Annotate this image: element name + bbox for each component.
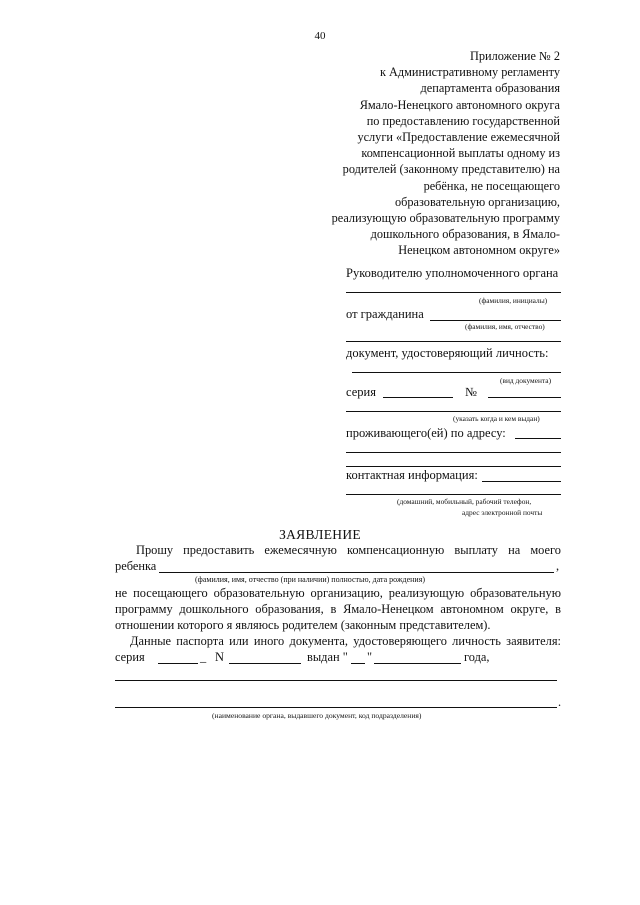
appendix-line: к Административному регламенту [379, 65, 560, 80]
appendix-line: реализующую образовательную программу [331, 211, 560, 226]
blank-citizen-line[interactable] [430, 320, 561, 321]
application-line-3: не посещающего образовательную организацию, реализующую образовательную [115, 586, 561, 600]
series-label: серия [346, 385, 376, 399]
id-document-label: документ, удостоверяющий личность: [346, 346, 549, 360]
passport-series-label: серия [115, 650, 145, 664]
blank-passport-month[interactable] [374, 663, 461, 664]
appendix-line: дошкольного образования, в Ямало- [370, 227, 560, 242]
appendix-line: компенсационной выплаты одному из [361, 146, 560, 161]
appendix-line: услуги «Предоставление ежемесячной [357, 130, 560, 145]
hint-authority: (наименование органа, выдавшего документ, код подразделения) [212, 711, 422, 720]
hint-phone: (домашний, мобильный, рабочий телефон, [397, 497, 532, 506]
application-line-5: отношении которого я являюсь родителем (законным представителем). [115, 618, 491, 632]
passport-year-label: года, [464, 650, 490, 664]
appendix-line: департамента образования [420, 81, 560, 96]
blank-address-line-2[interactable] [346, 452, 561, 453]
blank-citizen-line-2[interactable] [346, 341, 561, 342]
addressee-to: Руководителю уполномоченного органа [346, 266, 559, 280]
blank-passport-day[interactable] [351, 663, 365, 664]
appendix-line: ребёнка, не посещающего [423, 178, 560, 193]
blank-passport-series[interactable] [158, 663, 198, 664]
authority-line-dot: . [558, 695, 562, 709]
from-citizen-label: от гражданина [346, 307, 424, 321]
application-line-1: Прошу предоставить ежемесячную компенсационную выплату на моего [136, 543, 561, 557]
hint-doc-type: (вид документа) [500, 376, 552, 385]
passport-quote-close: " [367, 650, 373, 664]
blank-number-line[interactable] [488, 397, 561, 398]
appendix-header [300, 48, 560, 259]
contact-label: контактная информация: [346, 468, 478, 482]
document-title: ЗАЯВЛЕНИЕ [279, 527, 361, 542]
hint-email: адрес электронной почты [462, 508, 543, 517]
blank-authority-line-1[interactable] [115, 680, 557, 681]
blank-authority-line-2[interactable] [115, 707, 557, 708]
blank-address-line-3[interactable] [346, 466, 561, 467]
blank-address-line-1[interactable] [515, 438, 561, 439]
appendix-line: по предоставлению государственной [366, 113, 560, 128]
passport-issued-label: выдан " [307, 650, 348, 664]
blank-contact-line-1[interactable] [482, 481, 561, 482]
appendix-line: родителей (законному представителю) на [342, 162, 560, 177]
hint-initials: (фамилия, инициалы) [479, 296, 548, 305]
passport-number-label: N [215, 650, 224, 664]
child-label: ребенка [115, 559, 157, 573]
blank-series-line[interactable] [383, 397, 453, 398]
number-label: № [465, 385, 477, 399]
hint-issued: (указать когда и кем выдан) [453, 414, 540, 423]
page-number: 40 [314, 30, 326, 42]
child-line-comma: , [556, 559, 560, 573]
appendix-line: Ямало-Ненецкого автономного округа [359, 97, 560, 112]
appendix-line: Приложение № 2 [469, 49, 560, 63]
application-line-6: Данные паспорта или иного документа, удостоверяющего личность заявителя: [130, 634, 561, 648]
appendix-line: Ненецком автономном округе» [398, 243, 560, 258]
residing-label: проживающего(ей) по адресу: [346, 426, 506, 440]
blank-passport-number[interactable] [229, 663, 301, 664]
passport-separator: _ [200, 650, 207, 664]
appendix-line: образовательную организацию, [395, 194, 560, 209]
hint-fullname: (фамилия, имя, отчество) [465, 322, 545, 331]
hint-child: (фамилия, имя, отчество (при наличии) полностью, дата рождения) [195, 575, 426, 584]
blank-child-line[interactable] [159, 572, 554, 573]
blank-issued-line[interactable] [346, 411, 561, 412]
blank-initials-line[interactable] [346, 292, 561, 293]
blank-doc-type-line[interactable] [352, 372, 561, 373]
application-line-4: программу дошкольного образования, в Ямало-Ненецком автономном округе, в [115, 602, 561, 616]
blank-contact-line-2[interactable] [346, 494, 561, 495]
